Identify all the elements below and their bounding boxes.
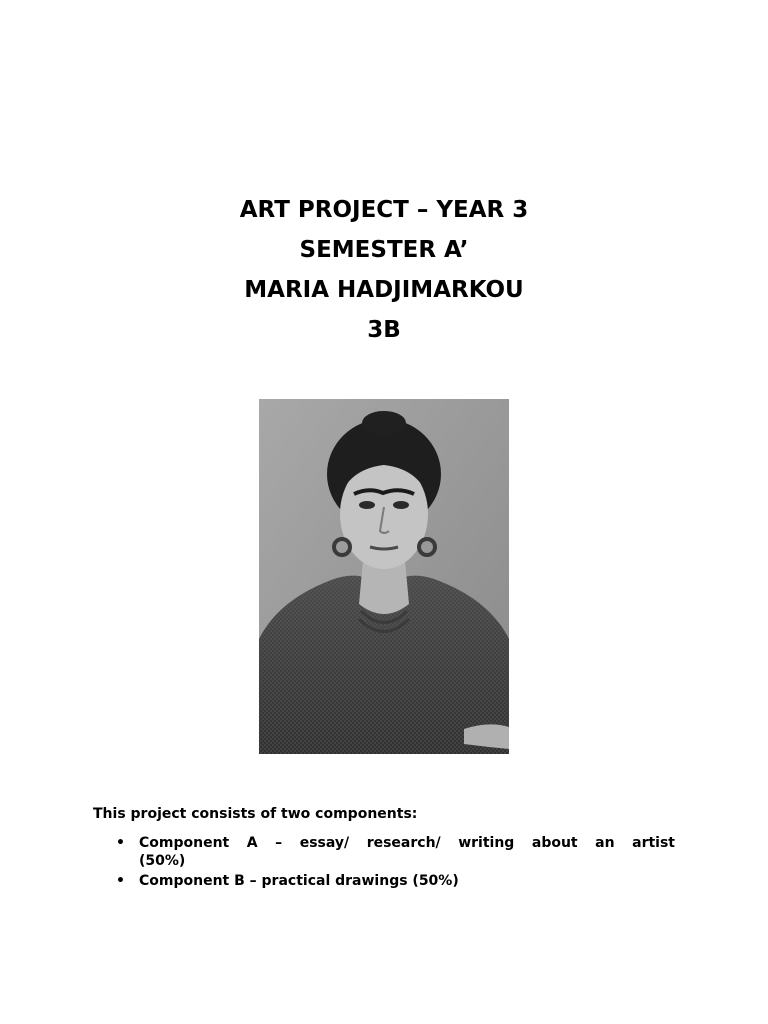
bullet-icon: • <box>116 835 125 851</box>
list-item-component-a <box>93 834 675 870</box>
title-block <box>0 190 768 350</box>
title-line-project: ART PROJECT – YEAR 3 <box>239 197 529 223</box>
bullet-icon: • <box>116 873 125 889</box>
components-list <box>93 834 675 892</box>
title-line-class: 3B <box>367 317 401 343</box>
list-item-component-b <box>93 872 675 890</box>
portrait-photo <box>259 399 509 754</box>
title-line-student-name: MARIA HADJIMARKOU <box>244 277 524 303</box>
component-a-text: Component A – essay/ research/ writing about an artist (50%) <box>139 835 675 869</box>
title-line-semester: SEMESTER A’ <box>299 237 469 263</box>
intro-text: This project consists of two components: <box>93 806 418 822</box>
component-b-text: Component B – practical drawings (50%) <box>139 873 459 889</box>
portrait-image <box>259 399 509 754</box>
